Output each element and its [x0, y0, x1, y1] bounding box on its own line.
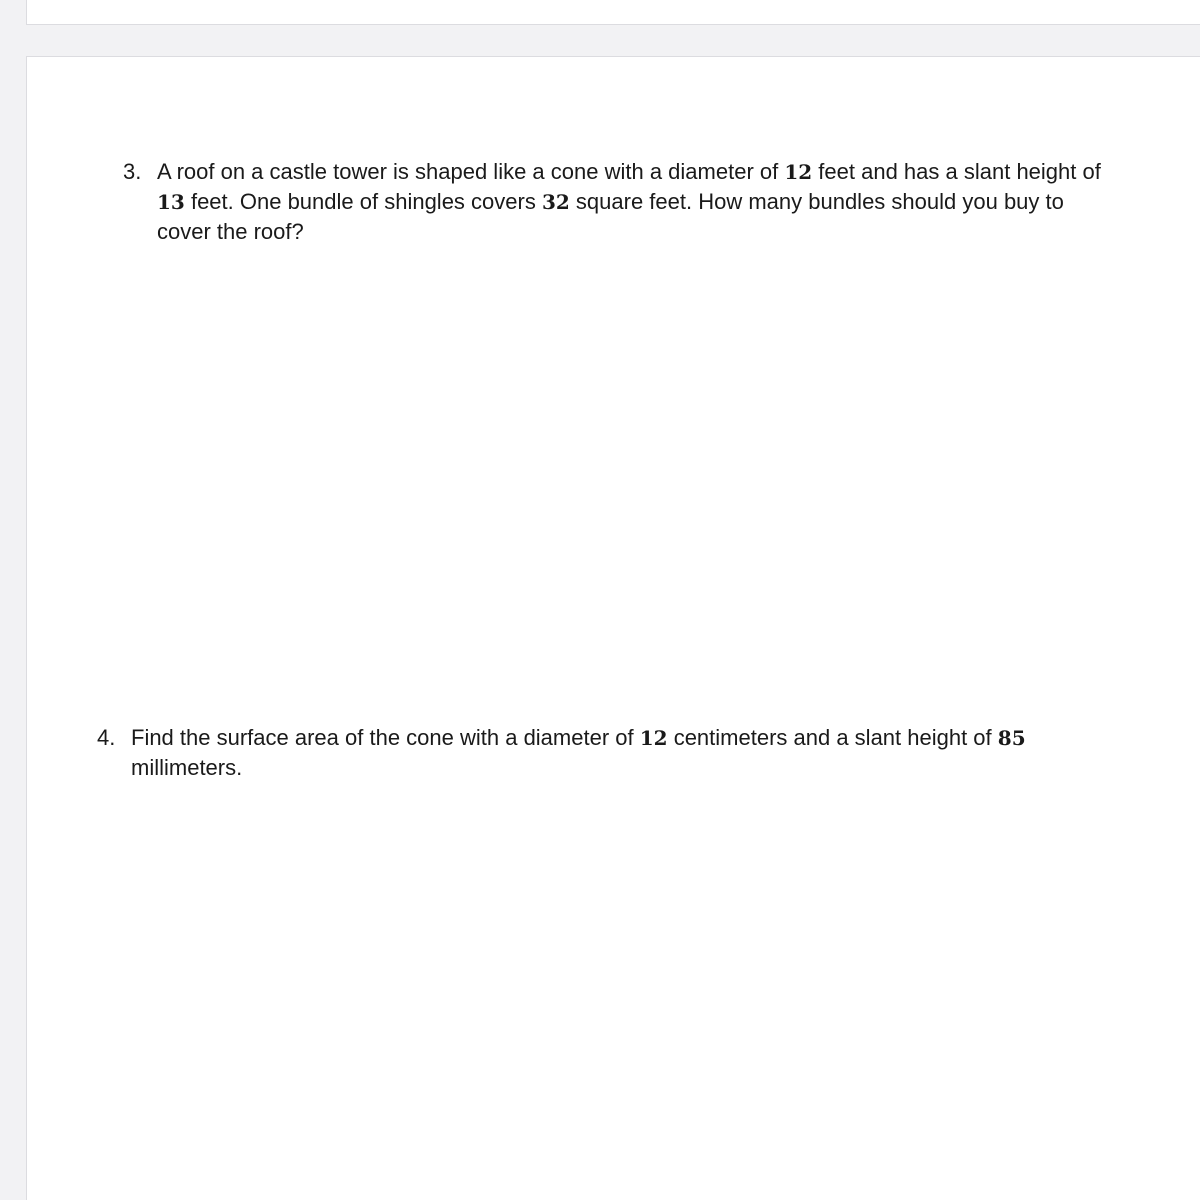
problem-3 [123, 157, 1103, 246]
text-segment: square feet. How many bundles should you buy to cover the roof? [157, 189, 1064, 244]
text-segment: A roof on a castle tower is shaped like a cone with a diameter of [157, 159, 785, 184]
problem-4 [97, 723, 1137, 782]
problem-number: 3. [123, 159, 142, 184]
problem-text [157, 157, 1103, 246]
problem-number: 4. [97, 725, 116, 750]
text-segment: millimeters. [131, 755, 243, 780]
document-page [26, 56, 1200, 1200]
text-segment: Find the surface area of the cone with a diameter of [131, 725, 640, 750]
diameter-value: 12 [784, 160, 813, 184]
text-segment: feet and has a slant height of [812, 159, 1101, 184]
slant-height-value: 13 [157, 190, 185, 214]
problem-text [131, 723, 1137, 782]
text-segment: feet. One bundle of shingles covers [184, 189, 542, 214]
diameter-value: 12 [639, 726, 668, 750]
bundle-coverage-value: 32 [541, 190, 570, 214]
slant-height-value: 85 [997, 726, 1026, 750]
text-segment: centimeters and a slant height of [667, 725, 998, 750]
previous-page-edge [26, 0, 1200, 25]
